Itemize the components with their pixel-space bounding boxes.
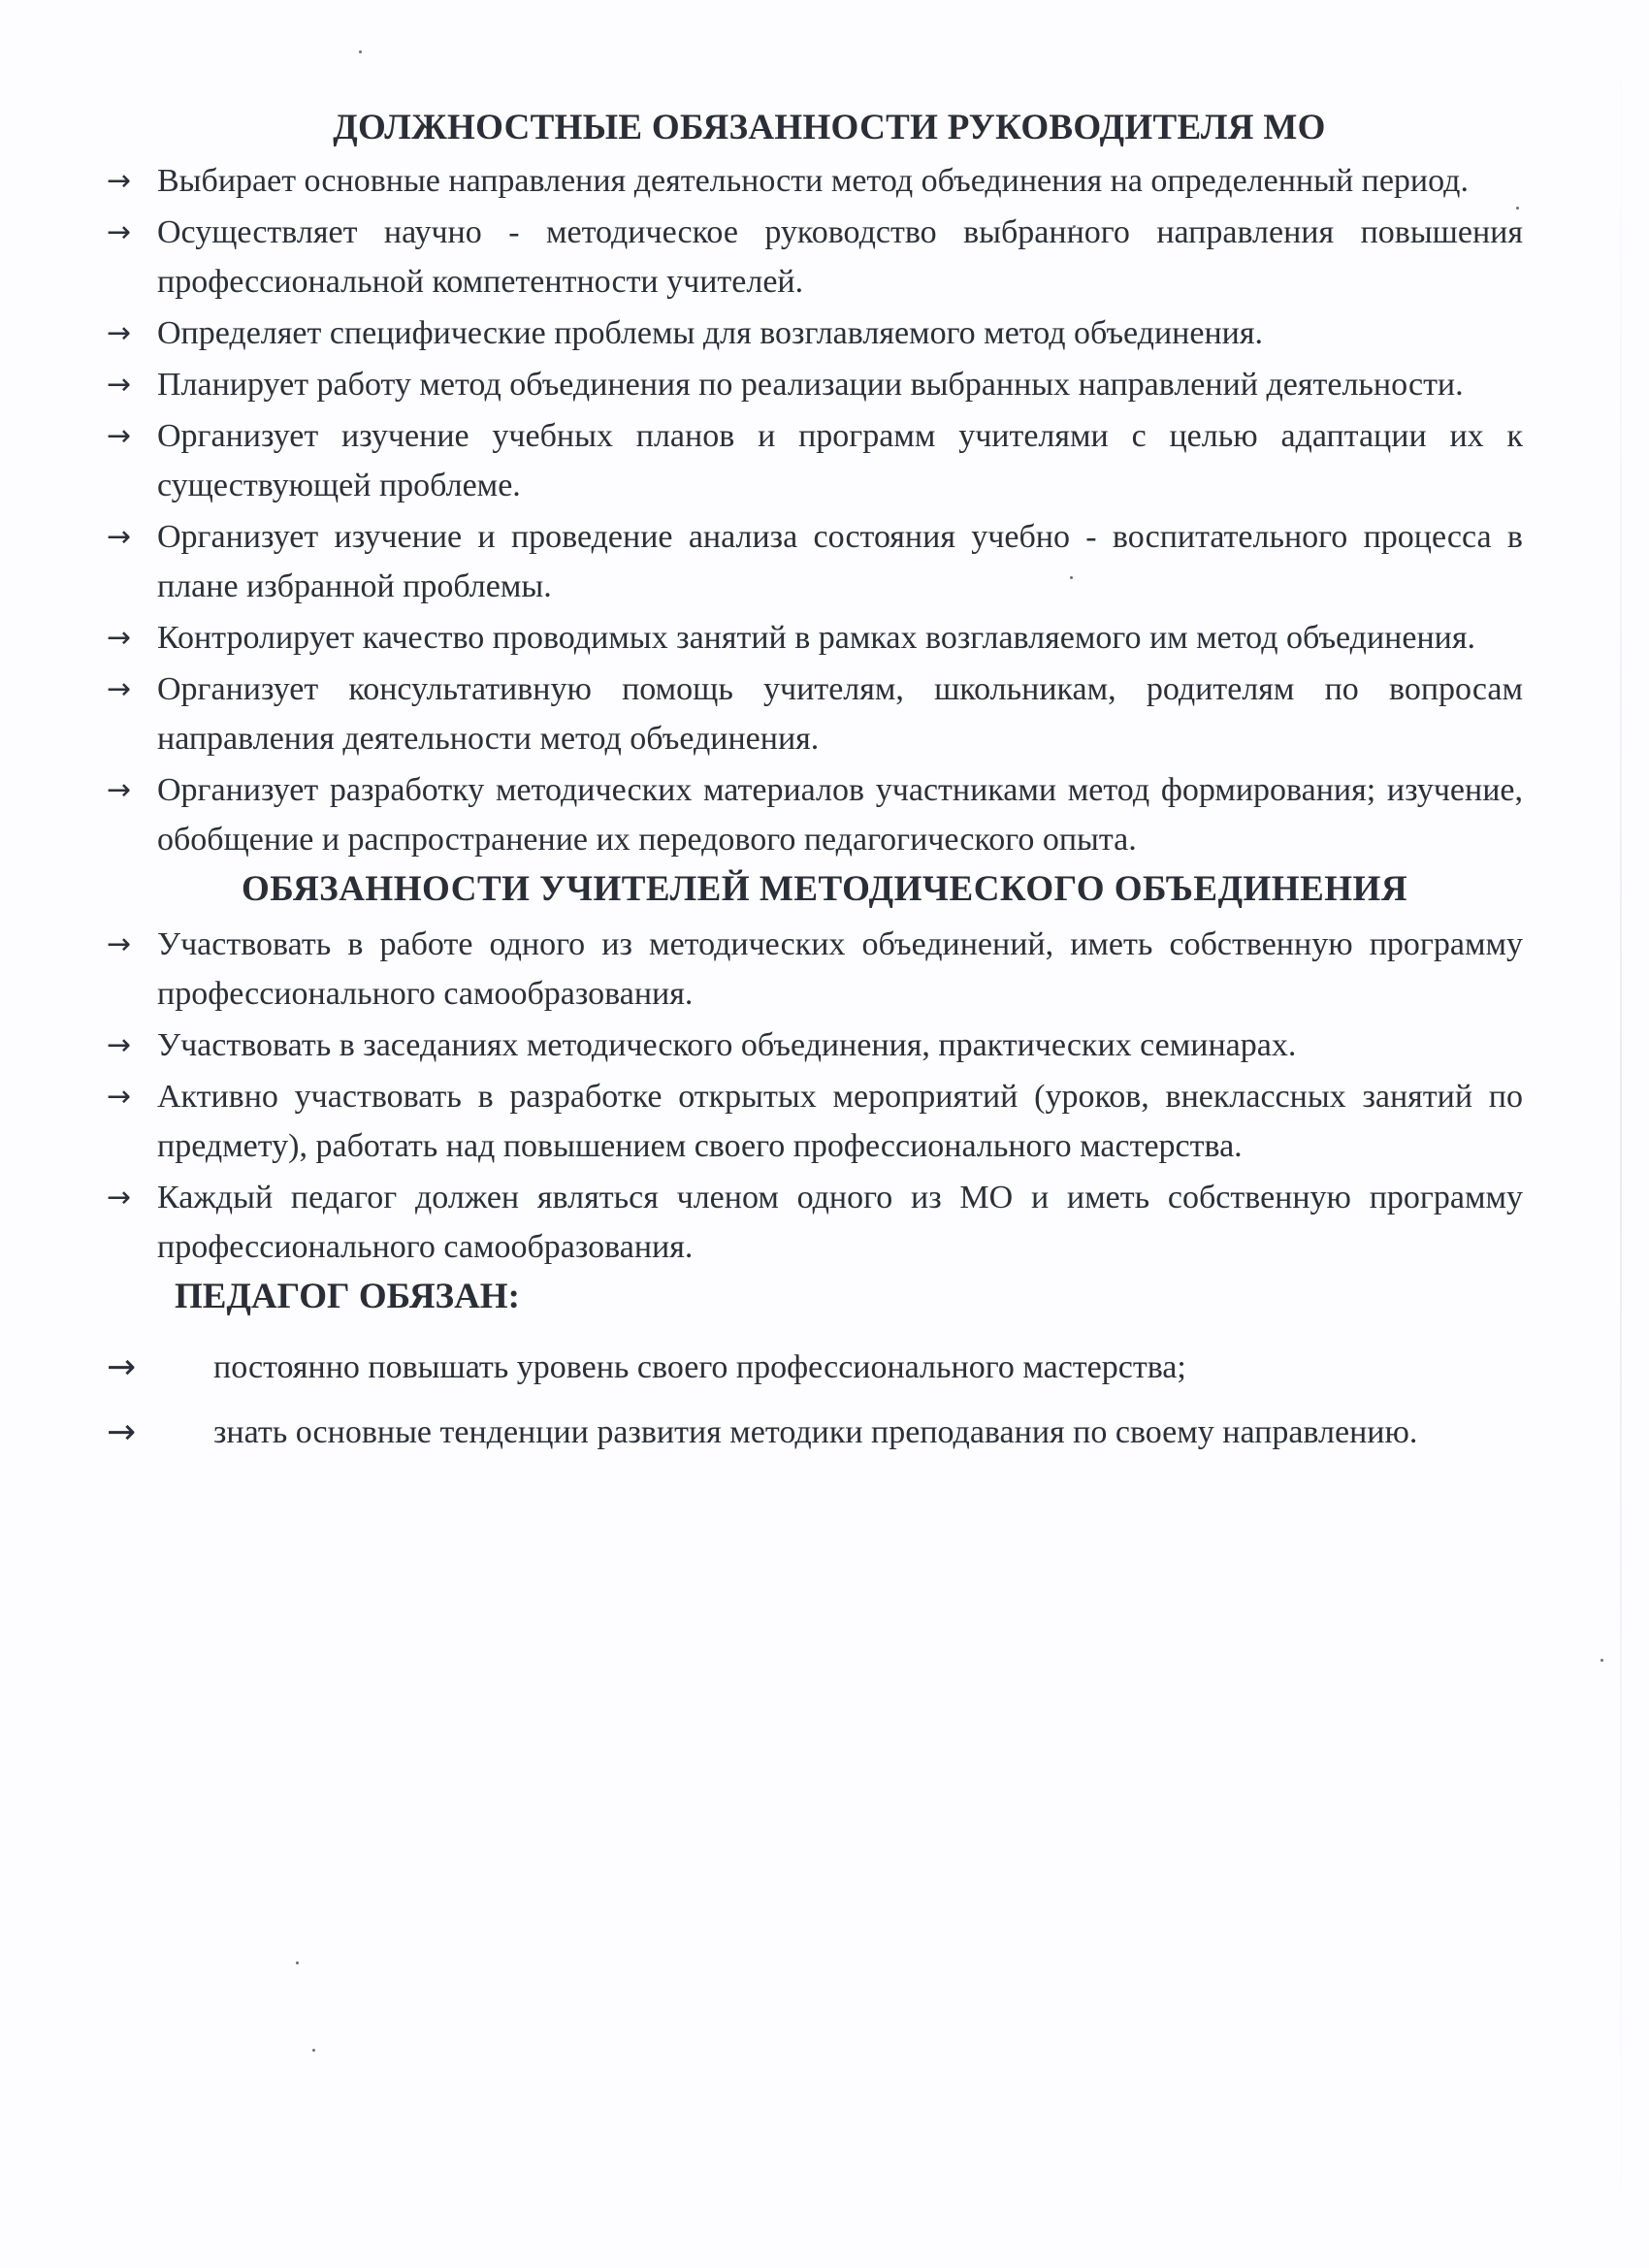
list-item-text: Планирует работу метод объединения по реализации выбранных направлений деятельности.: [157, 367, 1464, 403]
list-item-text: Участвовать в работе одного из методических объединений, иметь собственную программу профессионального самообразования.: [157, 926, 1523, 1012]
scan-speck: [312, 2049, 315, 2052]
list-item: [107, 920, 1523, 1019]
arrow-right-icon: →: [107, 368, 132, 402]
arrow-right-icon: →: [107, 1347, 137, 1387]
obligations-list: [107, 1343, 1523, 1457]
list-item: [107, 1021, 1523, 1070]
list-item: [107, 156, 1523, 206]
list-item-text: Активно участвовать в разработке открытых мероприятий (уроков, внеклассных занятий по предмету), работать над повышением своего профессионального мастерства.: [157, 1079, 1523, 1164]
list-item: [107, 308, 1523, 358]
list-item: [107, 411, 1523, 510]
arrow-right-icon: →: [107, 672, 132, 706]
heading-teacher-obligated: ПЕДАГОГ ОБЯЗАН:: [175, 1277, 520, 1316]
teacher-duties-list: [107, 920, 1523, 1272]
list-item-text: Определяет специфические проблемы для возглавляемого метод объединения.: [157, 315, 1263, 351]
arrow-right-icon: →: [107, 520, 132, 554]
list-item: [107, 1072, 1523, 1171]
scan-speck: [296, 1961, 299, 1964]
arrow-right-icon: →: [107, 419, 132, 453]
arrow-right-icon: →: [107, 316, 132, 350]
scan-speck: [359, 50, 362, 53]
list-item-text: знать основные тенденции развития методики преподавания по своему направлению.: [213, 1414, 1418, 1450]
arrow-right-icon: →: [107, 1080, 132, 1114]
arrow-right-icon: →: [107, 927, 132, 961]
list-item: [107, 1408, 1523, 1457]
scan-edge-shadow: [1620, 0, 1622, 2268]
list-item-text: Организует консультативную помощь учителям, школьникам, родителям по вопросам направления деятельности метод объединения.: [157, 671, 1523, 757]
list-item: [107, 1173, 1523, 1272]
document-body: [107, 107, 1523, 1457]
list-item-text: Осуществляет научно - методическое руководство выбранного направления повышения профессиональной компетентности учителей.: [157, 214, 1523, 300]
list-item-text: Участвовать в заседаниях методического объединения, практических семинарах.: [157, 1027, 1297, 1063]
list-item: [107, 1343, 1523, 1392]
arrow-right-icon: →: [107, 1181, 132, 1215]
heading-teacher-duties: ОБЯЗАННОСТИ УЧИТЕЛЕЙ МЕТОДИЧЕСКОГО ОБЪЕДИНЕНИЯ: [241, 869, 1408, 909]
list-item-text: Организует изучение учебных планов и программ учителями с целью адаптации их к существующей проблеме.: [157, 418, 1523, 503]
list-item: [107, 512, 1523, 611]
arrow-right-icon: →: [107, 1412, 137, 1452]
list-item: [107, 360, 1523, 409]
list-item: [107, 208, 1523, 307]
list-item-text: Каждый педагог должен являться членом одного из МО и иметь собственную программу профессионального самообразования.: [157, 1180, 1523, 1265]
list-item-text: Выбирает основные направления деятельности метод объединения на определенный период.: [157, 163, 1469, 199]
head-duties-list: [107, 156, 1523, 864]
arrow-right-icon: →: [107, 164, 132, 198]
arrow-right-icon: →: [107, 621, 132, 655]
list-item-text: постоянно повышать уровень своего профессионального мастерства;: [213, 1349, 1186, 1385]
scan-speck: [1600, 1659, 1603, 1662]
arrow-right-icon: →: [107, 215, 132, 249]
list-item-text: Организует разработку методических материалов участниками метод формирования; изучение, обобщение и распространение их передового педагогического опыта.: [157, 772, 1523, 858]
list-item: [107, 765, 1523, 864]
arrow-right-icon: →: [107, 773, 132, 807]
list-item: [107, 664, 1523, 763]
list-item-text: Контролирует качество проводимых занятий в рамках возглавляемого им метод объединения.: [157, 620, 1475, 656]
list-item-text: Организует изучение и проведение анализа состояния учебно - воспитательного процесса в плане избранной проблемы.: [157, 519, 1523, 604]
heading-head-duties: ДОЛЖНОСТНЫЕ ОБЯЗАННОСТИ РУКОВОДИТЕЛЯ МО: [333, 108, 1326, 147]
arrow-right-icon: →: [107, 1028, 132, 1062]
list-item: [107, 613, 1523, 663]
